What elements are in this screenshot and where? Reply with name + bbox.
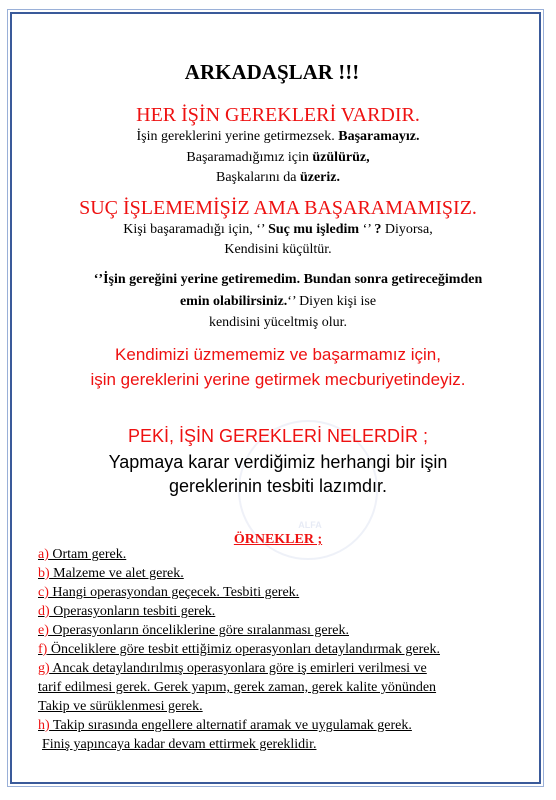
quote-line: emin olabilirsiniz.‘’ Diyen kişi ise xyxy=(179,294,377,309)
list-item: d) Operasyonların tesbiti gerek. xyxy=(38,604,216,619)
page-title: ARKADAŞLAR !!! xyxy=(184,60,360,84)
list-item-continuation: Takip ve sürüklenmesi gerek. xyxy=(38,699,203,714)
list-item: e) Operasyonların önceliklerine göre sıralanması gerek. xyxy=(38,623,349,638)
text-line: Kendisini küçültür. xyxy=(224,242,332,257)
list-item: h) Takip sırasında engellere alternatif aramak ve uygulamak gerek. xyxy=(38,718,412,733)
list-item: b) Malzeme ve alet gerek. xyxy=(38,566,184,581)
highlight-line: Kendimizi üzmememiz ve başarmamız için, xyxy=(115,345,441,364)
heading-no-crime: SUÇ İŞLEMEMİŞİZ AMA BAŞARAMAMIŞIZ. xyxy=(79,197,477,219)
text-line: Başkalarını da üzeriz. xyxy=(215,170,340,185)
text-line: Kişi başaramadığı için, ‘’ Suç mu işledim ‘’ ? Diyorsa, xyxy=(123,222,433,237)
examples-title: ÖRNEKLER ; xyxy=(233,532,323,547)
highlight-line: işin gereklerini yerine getirmek mecburiyetindeyiz. xyxy=(90,370,466,389)
list-item: c) Hangi operasyondan geçecek. Tesbiti gerek. xyxy=(38,585,300,600)
list-item: f) Önceliklere göre tesbit ettiğimiz operasyonları detaylandırmak gerek. xyxy=(38,642,440,657)
watermark-text: ALFA xyxy=(298,520,322,530)
heading-requirements: HER İŞİN GEREKLERİ VARDIR. xyxy=(136,104,420,126)
list-item: g) Ancak detaylandırılmış operasyonlara göre iş emirleri verilmesi ve xyxy=(38,661,427,676)
text-line: Yapmaya karar verdiğimiz herhangi bir işin xyxy=(108,452,448,472)
text-line: İşin gereklerini yerine getirmezsek. Başaramayız. xyxy=(136,129,420,144)
list-item-continuation: Finiş yapıncaya kadar devam ettirmek gereklidir. xyxy=(42,737,317,752)
list-item-continuation: tarif edilmesi gerek. Gerek yapım, gerek zaman, gerek kalite yönünden xyxy=(38,680,437,695)
text-line: kendisini yüceltmiş olur. xyxy=(208,315,348,330)
text-line: Başaramadığımız için üzülürüz, xyxy=(186,150,370,165)
quote-line: ‘’İşin gereğini yerine getiremedim. Bundan sonra getireceğimden xyxy=(93,272,483,287)
text-line: gereklerinin tesbiti lazımdır. xyxy=(168,476,388,496)
list-item: a) Ortam gerek. xyxy=(38,547,127,562)
heading-what-are-requirements: PEKİ, İŞİN GEREKLERİ NELERDİR ; xyxy=(127,426,429,446)
